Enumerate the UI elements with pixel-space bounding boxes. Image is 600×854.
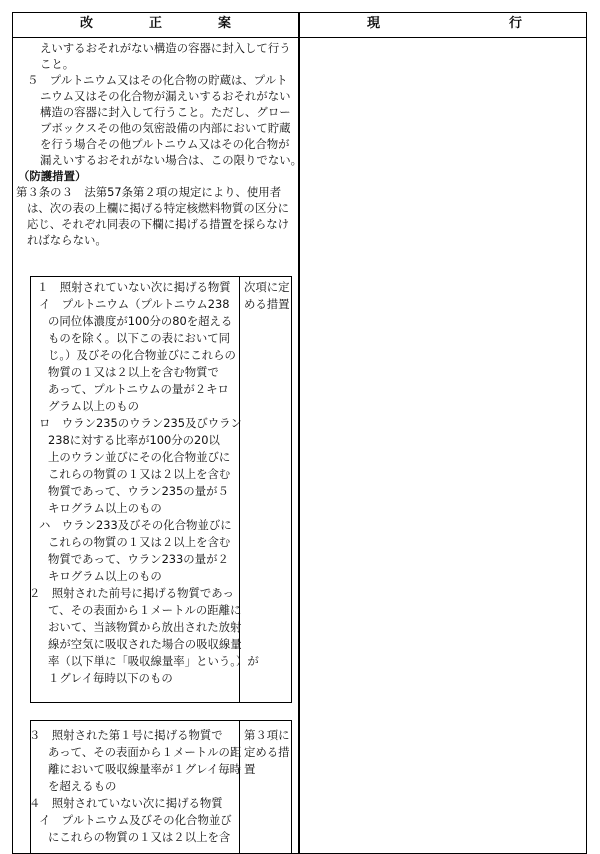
table-cell-line: イ プルトニウム（プルトニウム238 [39,297,230,311]
table-cell-line: 上のウラン並びにその化合物並びに [48,450,231,464]
table-column-divider [239,721,240,854]
table-cell-line: ハ ウラン233及びその化合物並びに [39,518,232,532]
column-divider [298,12,300,854]
body-line: ニウム又はその化合物が漏えいするおそれがない [40,89,291,103]
table-cell-line: 物質であって、ウラン235の量が５ [48,484,229,498]
article-heading-line: 第３条の３ 法第57条第２項の規定により、使用者 [16,185,282,199]
column-header-current [299,14,587,34]
header-char: 行 [509,16,523,31]
measure-cell-line: 置 [244,762,256,776]
body-line: 応じ、それぞれ同表の下欄に掲げる措置を採らなけ [27,217,289,231]
body-line: 構造の容器に封入して行うこと。ただし、グロー [40,105,291,119]
measure-cell-line: 第３項に [244,728,290,742]
table-cell-line: て、その表面から１メートルの距離に [48,603,242,617]
header-divider [12,37,587,38]
table-cell-line: これらの物質の１又は２以上を含む [48,535,231,549]
table-cell-line: グラム以上のもの [48,399,140,413]
table-cell-line: ２ 照射された前号に掲げる物質であっ [29,586,234,600]
table-cell-line: じ。）及びその化合物並びにこれらの [48,348,236,362]
table-cell-line: １グレイ毎時以下のもの [48,671,173,685]
measure-cell-line: める措置 [244,297,290,311]
table-cell-line: おいて、当該物質から放出された放射 [48,620,242,634]
table-cell-line: これらの物質の１又は２以上を含む [48,467,231,481]
body-line: こと。 [40,57,75,71]
table-cell-line: 物質であって、ウラン233の量が２ [48,552,229,566]
column-header-amendment [12,14,298,34]
table-cell-line: を超えるもの [48,779,117,793]
section-caption: （防護措置） [18,169,87,183]
table-cell-line: ４ 照射されていない次に掲げる物質 [29,796,223,810]
table-cell-line: キログラム以上のもの [48,501,162,515]
table-cell-line: 物質の１又は２以上を含む物質で [48,365,219,379]
table-cell-line: イ プルトニウム及びその化合物並び [39,813,232,827]
table-cell-line: の同位体濃度が100分の80を超える [48,314,233,328]
header-char: 案 [218,16,232,31]
table-cell-line: 238に対する比率が100分の20以 [48,433,220,447]
table-cell-line: あって、その表面から１メートルの距 [48,745,242,759]
table-cell-line: １ 照射されていない次に掲げる物質 [37,280,231,294]
table-cell-line: あって、プルトニウムの量が２キロ [48,382,229,396]
measures-table-part1 [30,276,292,703]
table-cell-line: キログラム以上のもの [48,569,162,583]
measure-cell-line: 定める措 [244,745,290,759]
header-char: 正 [149,16,163,31]
table-cell-line: ３ 照射された第１号に掲げる物質で [29,728,223,742]
body-line: は、次の表の上欄に掲げる特定核燃料物質の区分に [27,201,289,215]
body-line: ５ プルトニウム又はその化合物の貯蔵は、プルト [27,73,288,87]
header-char: 改 [80,16,94,31]
body-line: 漏えいするおそれがない場合は、この限りでない。 [40,153,302,167]
body-line: を行う場合その他プルトニウム又はその化合物が [40,137,290,151]
body-line: えいするおそれがない構造の容器に封入して行う [40,41,291,55]
body-line: ればならない。 [27,233,107,247]
body-line: ブボックスその他の気密設備の内部において貯蔵 [40,121,291,135]
measures-table-part2 [30,720,292,854]
table-cell-line: ロ ウラン235のウラン235及びウラン [39,416,242,430]
table-cell-line: ものを除く。以下この表において同 [48,331,231,345]
table-cell-line: 離において吸収線量率が１グレイ毎時 [48,762,242,776]
table-cell-line: 率（以下単に「吸収線量率」という。）が [48,654,259,668]
table-cell-line: 線が空気に吸収された場合の吸収線量 [48,637,242,651]
header-char: 現 [367,16,381,31]
measure-cell-line: 次項に定 [244,280,290,294]
table-cell-line: にこれらの物質の１又は２以上を含 [48,830,231,844]
